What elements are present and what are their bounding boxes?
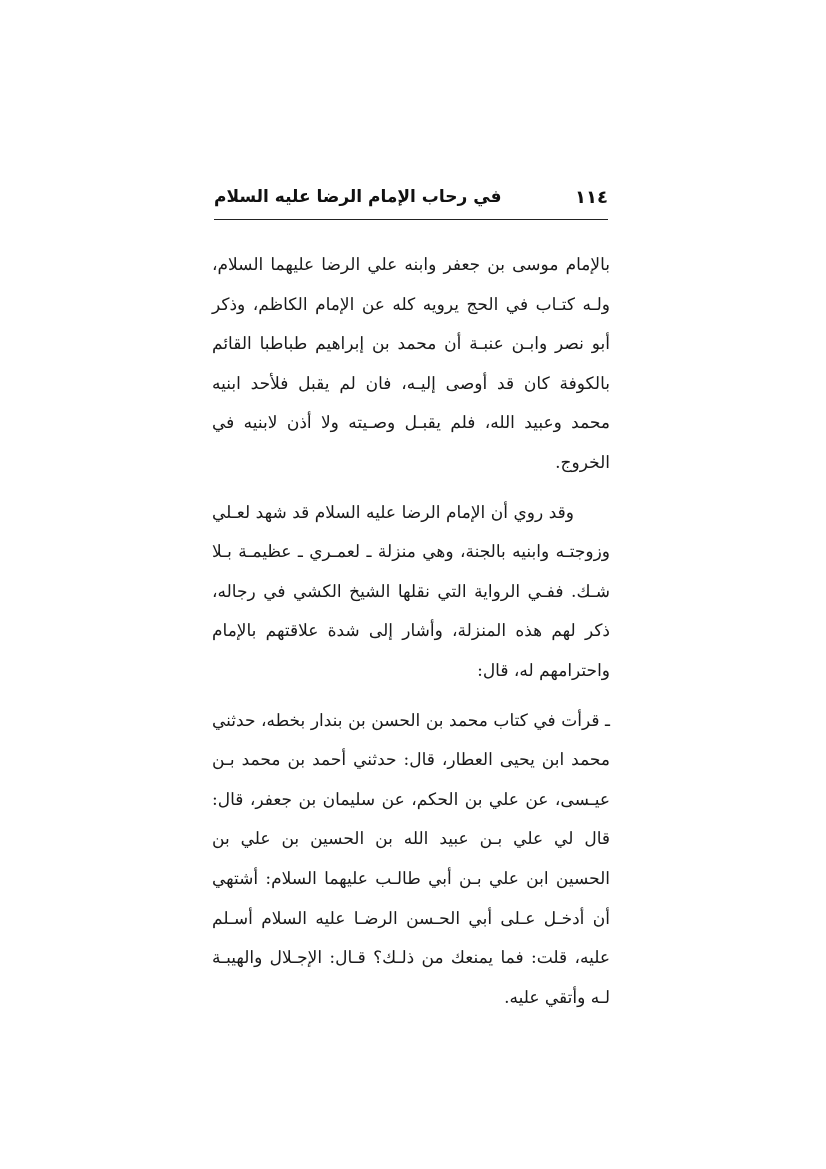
paragraph: وقد روي أن الإمام الرضا عليه السلام قد شهد لعـلي وزوجتـه وابنيه بالجنة، وهي منزلة ـ لعمـري ـ عظيمـة بـلا شـك. ففـي الرواية التي نقلها الشيخ الكشي في رجاله، ذكر لهم هذه المنزلة، وأشار إلى شدة علاقتهم بالإمام واحترامهم له، قال: <box>212 502 610 681</box>
running-title: في رحاب الإمام الرضا عليه السلام <box>214 187 502 207</box>
paragraph: ـ قرأت في كتاب محمد بن الحسن بن بندار بخطه، حدثني محمد ابن يحيى العطار، قال: حدثني أحمد بن محمد بـن عيـسى، عن علي بن الحكم، عن سليمان بن جعفر، قال: قال لي علي بـن عبيد الله بن الحسين بن علي بن الحسين ابن علي بـن أبي طالـب عليهما السلام: أشتهي أن أدخـل عـلى أبي الحـسن الرضـا عليه السلام أسـلم عليه، قلت: فما يمنعك من ذلـك؟ قـال: الإجـلال والهيبـة لـه وأتقي عليه. <box>212 710 610 1008</box>
body-text <box>212 246 610 1018</box>
header-divider <box>214 219 608 220</box>
paragraph: بالإمام موسى بن جعفر وابنه علي الرضا عليهما السلام، ولـه كتـاب في الحج يرويه كله عن الإمام الكاظم، وذكر أبو نصر وابـن عنبـة أن محمد بن إبراهيم طباطبا القائم بالكوفة كان قد أوصى إليـه، فان لم يقبل فلأحد ابنيه محمد وعبيد الله، فلم يقبـل وصـيته ولا أذن لابنيه في الخروج. <box>212 255 610 473</box>
running-head <box>214 182 608 212</box>
page-number: ١١٤ <box>575 186 608 208</box>
